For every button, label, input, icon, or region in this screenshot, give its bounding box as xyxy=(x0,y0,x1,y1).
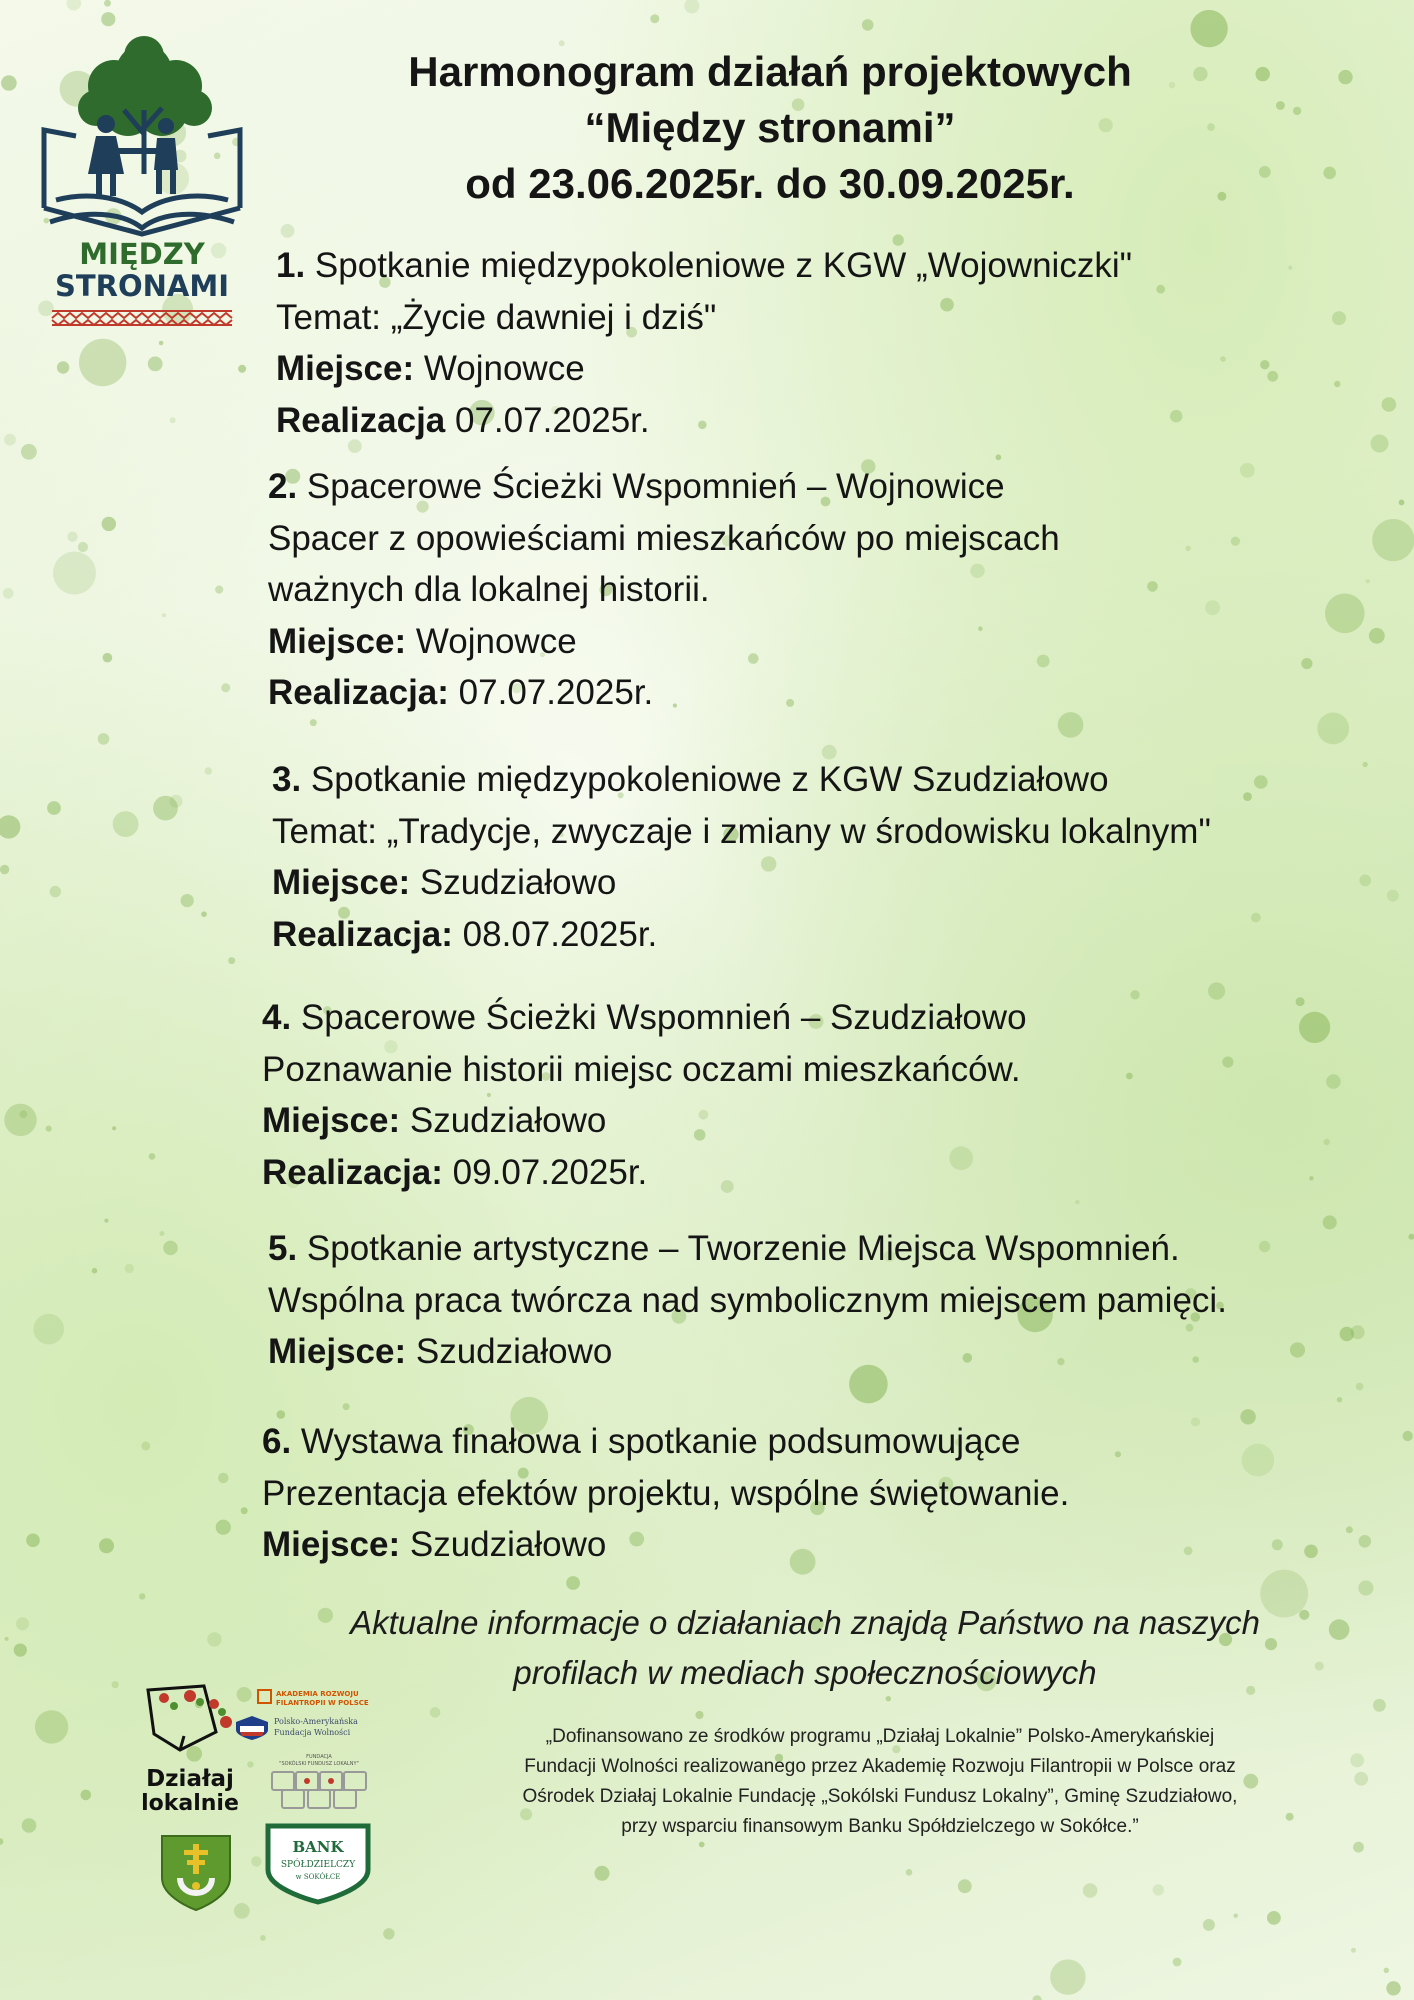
place-label: Miejsce: xyxy=(272,863,411,902)
schedule-item-4 xyxy=(262,992,1027,1198)
schedule-item-3 xyxy=(272,754,1211,960)
date-label: Realizacja: xyxy=(268,673,449,712)
splatter-dot xyxy=(1272,1539,1283,1550)
tree-book-icon xyxy=(36,24,248,344)
item-number: 2. xyxy=(268,467,298,506)
splatter-dot xyxy=(181,894,194,907)
splatter-dot xyxy=(251,1856,261,1866)
splatter-dot xyxy=(170,795,183,808)
item-place xyxy=(262,1095,1027,1147)
splatter-dot xyxy=(103,653,113,663)
item-description: Temat: „Życie dawniej i dziś" xyxy=(276,297,717,337)
splatter-dot xyxy=(260,1935,266,1941)
funding-line2: Fundacji Wolności realizowanego przez Akademię Rozwoju Filantropii w Polsce oraz xyxy=(524,1756,1236,1777)
place-label: Miejsce: xyxy=(268,621,407,661)
splatter-dot xyxy=(20,1110,28,1118)
splatter-dot xyxy=(1296,997,1305,1006)
splatter-dot xyxy=(98,733,110,745)
splatter-dot xyxy=(67,532,77,542)
splatter-dot xyxy=(104,0,111,7)
splatter-dot xyxy=(1222,1057,1233,1068)
splatter-dot xyxy=(81,1790,92,1801)
splatter-dot xyxy=(1317,713,1349,745)
splatter-dot xyxy=(1032,1995,1041,2000)
splatter-dot xyxy=(566,1576,580,1590)
splatter-dot xyxy=(162,613,166,617)
logo-line2: STRONAMI xyxy=(54,269,230,303)
pafw-logo xyxy=(234,1712,394,1742)
date-value: 07.07.2025r. xyxy=(448,673,654,712)
splatter-dot xyxy=(1242,1444,1275,1477)
place-label: Miejsce: xyxy=(262,1101,401,1140)
splatter-dot xyxy=(201,911,207,917)
item-description: Spacer z opowieściami mieszkańców po miejscach xyxy=(268,518,1060,558)
place-value: Wojnowce xyxy=(414,349,585,388)
splatter-dot xyxy=(46,1126,52,1132)
item-number: 5. xyxy=(268,1229,298,1268)
splatter-dot xyxy=(1309,1176,1313,1180)
dzialaj-line1: Działaj xyxy=(146,1766,234,1792)
item-title: Spotkanie międzypokoleniowe z KGW Szudziałowo xyxy=(301,760,1109,799)
splatter-dot xyxy=(1353,1842,1364,1853)
splatter-dot xyxy=(1354,1772,1368,1786)
splatter-dot xyxy=(4,1104,36,1136)
bank-line1: BANK xyxy=(292,1838,344,1856)
arfp-line2: FILANTROPII W POLSCE xyxy=(276,1699,369,1707)
splatter-dot xyxy=(125,1264,134,1273)
splatter-dot xyxy=(1240,463,1255,478)
splatter-dot xyxy=(310,719,317,726)
splatter-dot xyxy=(1399,500,1405,506)
splatter-dot xyxy=(207,1632,221,1646)
splatter-dot xyxy=(1267,1911,1281,1925)
splatter-dot xyxy=(35,1710,68,1743)
social-media-note xyxy=(290,1598,1320,1698)
item-place xyxy=(272,857,1211,909)
splatter-dot xyxy=(1346,1526,1353,1533)
splatter-dot xyxy=(1369,628,1385,644)
splatter-dot xyxy=(1259,1241,1270,1252)
splatter-dot xyxy=(1403,1431,1413,1441)
splatter-dot xyxy=(57,361,69,373)
splatter-dot xyxy=(1288,266,1292,270)
funding-line3: Ośrodek Działaj Lokalnie Fundację „Sokólski Fundusz Lokalny”, Gminę Szudziałowo, xyxy=(522,1786,1238,1807)
splatter-dot xyxy=(79,339,126,386)
splatter-dot xyxy=(1301,658,1312,669)
splatter-dot xyxy=(383,1928,394,1939)
schedule-item-6 xyxy=(262,1416,1069,1571)
arfp-line1: AKADEMIA ROZWOJU xyxy=(276,1690,359,1698)
place-label: Miejsce: xyxy=(276,349,415,388)
splatter-dot xyxy=(1373,1699,1386,1712)
splatter-dot xyxy=(1153,1884,1164,1895)
splatter-dot xyxy=(1366,579,1370,583)
item-heading xyxy=(262,992,1027,1044)
splatter-dot xyxy=(53,552,96,595)
bank-line2: SPÓŁDZIELCZY xyxy=(280,1860,356,1870)
item-place xyxy=(262,1519,1069,1571)
splatter-dot xyxy=(112,1681,119,1688)
splatter-dot xyxy=(1371,435,1389,453)
splatter-dot xyxy=(906,1869,913,1876)
splatter-dot xyxy=(112,1126,116,1130)
splatter-dot xyxy=(343,1403,350,1410)
splatter-dot xyxy=(92,1268,98,1274)
item-heading xyxy=(272,754,1211,806)
splatter-dot xyxy=(1358,1580,1373,1595)
schedule-item-2 xyxy=(268,461,1060,719)
splatter-dot xyxy=(1372,519,1414,561)
gmina-coat-of-arms xyxy=(160,1834,232,1912)
splatter-dot xyxy=(149,1153,156,1160)
schedule-item-5 xyxy=(268,1223,1227,1378)
splatter-dot xyxy=(14,1644,27,1657)
splatter-dot xyxy=(1334,381,1340,387)
coat-of-arms-icon xyxy=(160,1834,232,1912)
arfp-logo xyxy=(256,1687,382,1709)
item-heading xyxy=(276,240,1132,292)
pafw-icon xyxy=(234,1712,394,1742)
splatter-dot xyxy=(1356,1383,1364,1391)
splatter-dot xyxy=(1170,410,1182,422)
splatter-dot xyxy=(104,1219,108,1223)
item-description: Poznawanie historii miejsc oczami mieszkańców. xyxy=(262,1049,1021,1089)
item-place xyxy=(268,616,1060,668)
splatter-dot xyxy=(1191,1417,1200,1426)
splatter-dot xyxy=(228,957,235,964)
splatter-dot xyxy=(1337,1397,1342,1402)
title-line3: od 23.06.2025r. do 30.09.2025r. xyxy=(465,160,1075,207)
splatter-dot xyxy=(218,1473,228,1483)
splatter-dot xyxy=(99,1538,114,1553)
splatter-dot xyxy=(1326,1074,1341,1089)
splatter-dot xyxy=(1332,311,1346,325)
splatter-dot xyxy=(1083,1883,1098,1898)
splatter-dot xyxy=(1126,1073,1133,1080)
funding-statement xyxy=(440,1722,1320,1842)
splatter-dot xyxy=(247,1761,253,1767)
splatter-dot xyxy=(1234,1914,1238,1918)
splatter-dot xyxy=(1260,360,1269,369)
splatter-dot xyxy=(1386,1981,1400,1995)
project-logo xyxy=(36,24,248,344)
sfl-line1: FUNDACJA xyxy=(306,1754,332,1760)
splatter-dot xyxy=(26,1534,40,1548)
date-label: Realizacja: xyxy=(262,1152,443,1192)
place-value: Szudziałowo xyxy=(410,863,617,902)
funding-line4: przy wsparciu finansowym Banku Spółdzielczego w Sokółce.” xyxy=(621,1816,1139,1837)
item-place xyxy=(276,343,1132,395)
splatter-dot xyxy=(1338,70,1352,84)
splatter-dot xyxy=(1251,913,1261,923)
splatter-dot xyxy=(430,1707,441,1718)
splatter-dot xyxy=(0,815,20,838)
splatter-dot xyxy=(159,1231,164,1236)
splatter-dot xyxy=(684,0,699,13)
splatter-dot xyxy=(33,1314,64,1345)
splatter-dot xyxy=(595,1866,610,1881)
place-value: Szudziałowo xyxy=(400,1525,607,1564)
splatter-dot xyxy=(1205,600,1220,615)
splatter-dot xyxy=(0,1838,3,1845)
item-title: Spotkanie artystyczne – Tworzenie Miejsca Wspomnień. xyxy=(297,1229,1180,1268)
title-line2: “Między stronami” xyxy=(584,104,956,151)
item-title: Wystawa finałowa i spotkanie podsumowujące xyxy=(291,1422,1021,1461)
date-value: 08.07.2025r. xyxy=(452,914,658,954)
splatter-dot xyxy=(141,1442,150,1451)
splatter-dot xyxy=(958,1879,972,1893)
title-line1: Harmonogram działań projektowych xyxy=(408,48,1132,95)
splatter-dot xyxy=(1323,167,1336,180)
splatter-dot xyxy=(163,1241,178,1256)
item-number: 6. xyxy=(262,1422,292,1461)
splatter-dot xyxy=(3,588,14,599)
splatter-dot xyxy=(650,14,659,23)
date-label: Realizacja xyxy=(276,400,446,440)
splatter-dot xyxy=(1220,356,1226,362)
splatter-dot xyxy=(1276,101,1285,110)
arfp-icon xyxy=(256,1687,382,1709)
item-description: Temat: „Tradycje, zwyczaje i zmiany w środowisku lokalnym" xyxy=(272,811,1211,851)
funding-line1: „Dofinansowano ze środków programu „Działaj Lokalnie” Polsko-Amerykańskiej xyxy=(545,1726,1215,1747)
item-heading xyxy=(262,1416,1069,1468)
item-number: 1. xyxy=(276,246,306,285)
place-value: Szudziałowo xyxy=(406,1332,613,1371)
splatter-dot xyxy=(102,517,116,531)
item-date xyxy=(276,395,1132,447)
bank-shield-icon xyxy=(262,1820,374,1906)
splatter-dot xyxy=(50,886,61,897)
splatter-dot xyxy=(1350,1753,1364,1767)
splatter-dot xyxy=(148,357,163,372)
splatter-dot xyxy=(16,1617,29,1630)
splatter-dot xyxy=(1324,1139,1330,1145)
item-number: 4. xyxy=(262,998,292,1037)
splatter-dot xyxy=(1408,1234,1414,1240)
item-title: Spotkanie międzypokoleniowe z KGW „Wojowniczki" xyxy=(305,246,1133,285)
splatter-dot xyxy=(1382,397,1397,412)
date-label: Realizacja: xyxy=(272,914,453,954)
place-label: Miejsce: xyxy=(268,1332,407,1371)
splatter-dot xyxy=(113,811,139,837)
splatter-dot xyxy=(862,19,874,31)
splatter-dot xyxy=(78,542,88,552)
splatter-dot xyxy=(1387,890,1399,902)
splatter-dot xyxy=(1254,775,1268,789)
sfl-puzzle-icon xyxy=(262,1750,376,1812)
splatter-dot xyxy=(1290,1342,1305,1357)
date-value: 07.07.2025r. xyxy=(445,400,650,440)
splatter-dot xyxy=(1115,1451,1121,1457)
splatter-dot xyxy=(1259,166,1271,178)
item-description: Prezentacja efektów projektu, wspólne świętowanie. xyxy=(262,1473,1070,1513)
splatter-dot xyxy=(1325,594,1365,634)
splatter-dot xyxy=(1351,1948,1356,1953)
splatter-dot xyxy=(1203,1919,1215,1931)
splatter-dot xyxy=(1058,712,1084,738)
splatter-dot xyxy=(1,75,17,91)
note-line2: profilach w mediach społecznościowych xyxy=(513,1654,1097,1691)
splatter-dot xyxy=(170,417,176,423)
item-heading xyxy=(268,1223,1227,1275)
sfl-logo xyxy=(262,1750,376,1812)
splatter-dot xyxy=(205,767,212,774)
splatter-dot xyxy=(1185,546,1190,551)
item-description: Wspólna praca twórcza nad symbolicznym miejscem pamięci. xyxy=(268,1280,1227,1320)
item-date xyxy=(268,667,1060,719)
splatter-dot xyxy=(47,801,61,815)
splatter-dot xyxy=(215,586,223,594)
splatter-dot xyxy=(1050,1959,1085,1994)
splatter-dot xyxy=(1359,1535,1372,1548)
splatter-dot xyxy=(1190,10,1227,47)
pafw-line1: Polsko-Amerykańska xyxy=(274,1717,358,1726)
splatter-dot xyxy=(1184,1546,1193,1555)
splatter-dot xyxy=(221,683,230,692)
item-title: Spacerowe Ścieżki Wspomnień – Szudziałowo xyxy=(291,998,1027,1037)
splatter-dot xyxy=(1147,581,1158,592)
splatter-dot xyxy=(234,1903,250,1919)
bank-line3: w SOKÓŁCE xyxy=(295,1873,341,1881)
note-line1: Aktualne informacje o działaniach znajdą Państwo na naszych xyxy=(350,1604,1260,1641)
splatter-dot xyxy=(0,865,9,874)
page-title xyxy=(280,44,1260,212)
splatter-dot xyxy=(1075,1200,1079,1204)
splatter-dot xyxy=(1304,1545,1318,1559)
item-description: ważnych dla lokalnej historii. xyxy=(268,570,710,609)
splatter-dot xyxy=(1240,1409,1255,1424)
sfl-line2: "SOKÓLSKI FUNDUSZ LOKALNY" xyxy=(279,1761,359,1767)
splatter-dot xyxy=(1363,762,1368,767)
splatter-dot xyxy=(1156,285,1165,294)
splatter-dot xyxy=(241,1507,248,1514)
dzialaj-line2: lokalnie xyxy=(141,1791,239,1816)
item-title: Spacerowe Ścieżki Wspomnień – Wojnowice xyxy=(297,467,1005,506)
dzialaj-lokalnie-logo xyxy=(140,1676,240,1818)
splatter-dot xyxy=(695,1711,703,1719)
item-date xyxy=(272,909,1211,961)
item-date xyxy=(262,1147,1027,1199)
splatter-dot xyxy=(699,1842,705,1848)
splatter-dot xyxy=(21,444,37,460)
pafw-line2: Fundacja Wolności xyxy=(274,1728,351,1737)
splatter-dot xyxy=(281,224,295,238)
bank-logo xyxy=(262,1820,374,1906)
splatter-dot xyxy=(238,365,246,373)
splatter-dot xyxy=(1299,1012,1330,1043)
place-value: Szudziałowo xyxy=(400,1101,607,1140)
splatter-dot xyxy=(1231,537,1240,546)
folk-pattern-icon xyxy=(52,310,232,326)
splatter-dot xyxy=(1384,1968,1389,1973)
item-place xyxy=(268,1326,1227,1378)
splatter-dot xyxy=(1208,982,1225,999)
item-number: 3. xyxy=(272,760,302,799)
splatter-dot xyxy=(1243,792,1252,801)
splatter-dot xyxy=(1293,107,1301,115)
splatter-dot xyxy=(1329,1619,1350,1640)
splatter-dot xyxy=(139,1593,145,1599)
splatter-dot xyxy=(1351,1325,1365,1339)
item-heading xyxy=(268,461,1060,513)
splatter-dot xyxy=(67,0,81,10)
place-label: Miejsce: xyxy=(262,1525,401,1564)
splatter-dot xyxy=(1267,371,1278,382)
logo-line1: MIĘDZY xyxy=(79,237,205,271)
splatter-dot xyxy=(996,454,1002,460)
splatter-dot xyxy=(4,434,16,446)
splatter-dot xyxy=(1173,1958,1182,1967)
splatter-dot xyxy=(1359,875,1371,887)
splatter-dot xyxy=(5,1637,9,1641)
place-value: Wojnowce xyxy=(406,621,577,661)
splatter-dot xyxy=(1130,990,1139,999)
splatter-dot xyxy=(1323,1215,1337,1229)
dzialaj-lokalnie-icon xyxy=(140,1676,240,1818)
schedule-item-1 xyxy=(276,240,1132,446)
splatter-dot xyxy=(216,1520,231,1535)
date-value: 09.07.2025r. xyxy=(442,1152,648,1192)
splatter-dot xyxy=(22,1818,37,1833)
